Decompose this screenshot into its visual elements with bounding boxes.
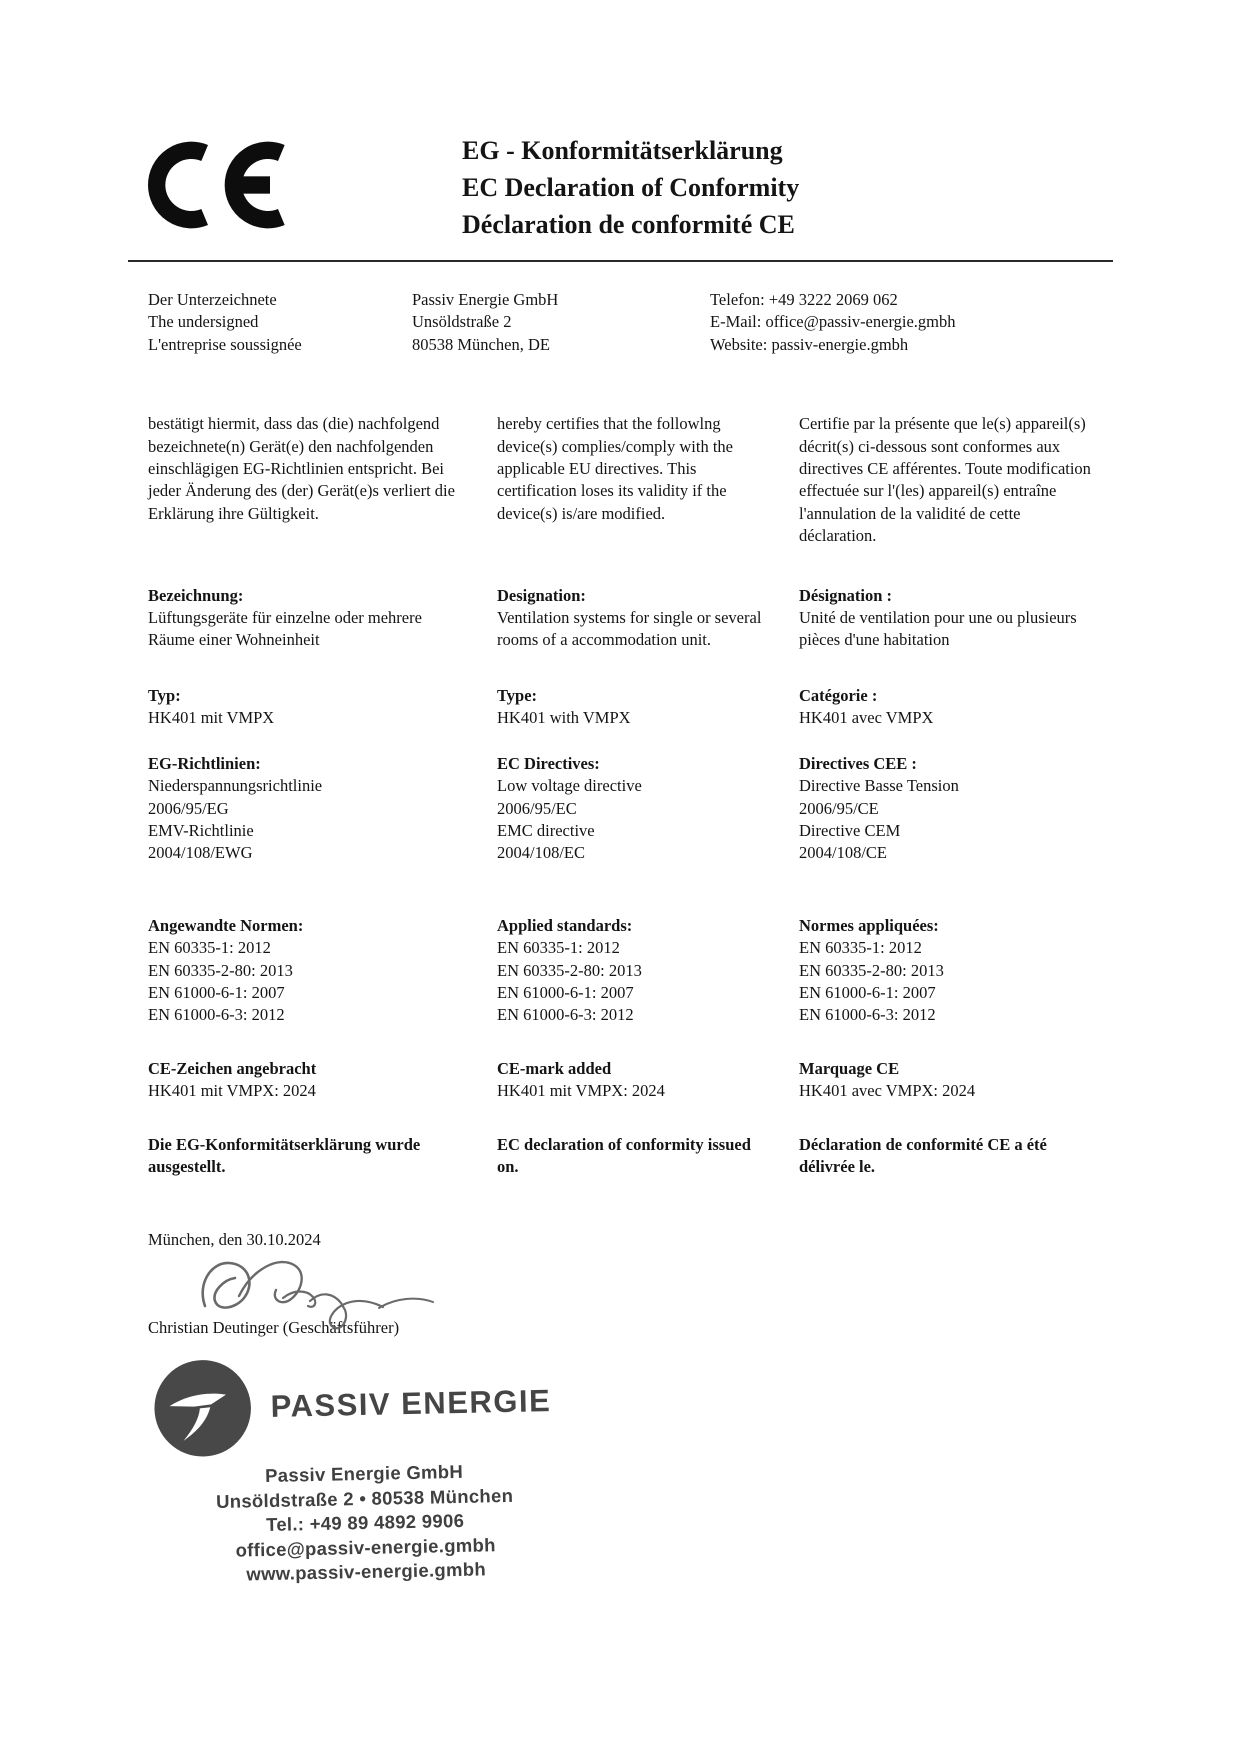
ce-mark-value-fr: HK401 avec VMPX: 2024	[799, 1081, 976, 1101]
standards-section	[0, 915, 1241, 1027]
ce-mark-added-section	[0, 1058, 1241, 1103]
directives-heading-fr: Directives CEE :	[799, 753, 917, 773]
undersigned-labels	[148, 289, 412, 356]
designation-text-fr: Unité de ventilation pour une ou plusieurs pièces d'une habitation	[799, 608, 1077, 650]
intro-french: Certifie par la présente que le(s) appareil(s) décrit(s) ci-dessous sont conformes aux directives CE afférentes. Toute modification effectuée sur l'(les) appareil(s) entraîne l'annulation de la validité de cette déclaration.	[799, 414, 1091, 546]
ce-mark-french	[799, 1058, 1123, 1103]
directive-line: 2004/108/EC	[497, 843, 586, 863]
standard-line: EN 61000-6-1: 2007	[497, 982, 634, 1002]
signatory-name: Christian Deutinger (Geschäftsführer)	[148, 1317, 400, 1337]
designation-german	[148, 585, 497, 730]
directive-line: Low voltage directive	[497, 776, 642, 796]
company-email: E-Mail: office@passiv-energie.gmbh	[710, 312, 956, 332]
company-street: Unsöldstraße 2	[412, 312, 512, 332]
standard-line: EN 60335-1: 2012	[148, 938, 271, 958]
header	[0, 0, 1241, 243]
stamp-header	[150, 1349, 572, 1462]
ce-mark-german	[148, 1058, 497, 1103]
spacer	[148, 652, 471, 685]
standards-german	[148, 915, 497, 1027]
standard-line: EN 60335-2-80: 2013	[799, 960, 944, 980]
standard-line: EN 60335-2-80: 2013	[148, 960, 293, 980]
document-title	[462, 132, 799, 243]
standard-line: EN 61000-6-3: 2012	[148, 1005, 285, 1025]
company-address	[412, 289, 710, 356]
standards-english	[497, 915, 799, 1027]
title-german: EG - Konformitätserklärung	[462, 136, 783, 165]
type-value-de: HK401 mit VMPX	[148, 708, 275, 728]
issued-french: Déclaration de conformité CE a été délivrée le.	[799, 1134, 1047, 1176]
type-heading-de: Typ:	[148, 685, 181, 705]
directive-line: EMV-Richtlinie	[148, 820, 254, 840]
undersigned-en: The undersigned	[148, 312, 259, 332]
stamp-brand-text: PASSIV ENERGIE	[270, 1383, 552, 1424]
designation-type-section	[0, 585, 1241, 730]
stamp-address	[184, 1458, 546, 1588]
directives-section	[0, 753, 1241, 865]
ce-mark-value-de: HK401 mit VMPX: 2024	[148, 1081, 316, 1101]
standard-line: EN 61000-6-1: 2007	[799, 982, 936, 1002]
directives-french	[799, 753, 1123, 865]
company-stamp	[150, 1349, 575, 1589]
ce-mark-heading-fr: Marquage CE	[799, 1058, 900, 1078]
company-website: Website: passiv-energie.gmbh	[710, 334, 909, 354]
title-french: Déclaration de conformité CE	[462, 210, 795, 239]
standard-line: EN 60335-2-80: 2013	[497, 960, 642, 980]
directives-heading-de: EG-Richtlinien:	[148, 753, 261, 773]
standards-french	[799, 915, 1123, 1027]
ce-mark-logo-icon	[140, 132, 290, 238]
signature-scribble	[195, 1250, 440, 1338]
issued-section	[0, 1134, 1241, 1179]
company-block	[0, 262, 1241, 356]
spacer	[497, 652, 773, 685]
ce-mark-english	[497, 1058, 799, 1103]
directive-line: 2006/95/EC	[497, 798, 577, 818]
standard-line: EN 60335-1: 2012	[497, 938, 620, 958]
stamp-company-name: Passiv Energie GmbH	[264, 1461, 464, 1487]
stamp-logo-icon	[150, 1355, 256, 1461]
stamp-street: Unsöldstraße 2 • 80538 München	[215, 1484, 514, 1512]
intro-german: bestätigt hiermit, dass das (die) nachfolgend bezeichnete(n) Gerät(e) den nachfolgenden einschlägigen EG-Richtlinien entspricht. Bei jeder Änderung des (der) Gerät(e)s verliert die Erklärung ihre Gültigkeit.	[148, 414, 455, 523]
type-heading-fr: Catégorie :	[799, 685, 878, 705]
designation-text-en: Ventilation systems for single or several rooms of a accommodation unit.	[497, 608, 762, 650]
directives-english	[497, 753, 799, 865]
company-phone: Telefon: +49 3222 2069 062	[710, 290, 898, 309]
designation-heading-de: Bezeichnung:	[148, 585, 244, 605]
ce-mark-heading-en: CE-mark added	[497, 1058, 612, 1078]
directives-heading-en: EC Directives:	[497, 753, 600, 773]
undersigned-fr: L'entreprise soussignée	[148, 334, 302, 354]
directive-line: 2004/108/EWG	[148, 843, 253, 863]
company-name: Passiv Energie GmbH	[412, 290, 559, 309]
standard-line: EN 61000-6-3: 2012	[497, 1005, 634, 1025]
standards-heading-de: Angewandte Normen:	[148, 915, 304, 935]
intro-section	[0, 413, 1241, 547]
directive-line: 2004/108/CE	[799, 843, 888, 863]
intro-english: hereby certifies that the followlng device(s) complies/comply with the applicable EU directives. This certification loses its validity if the device(s) is/are modified.	[497, 414, 733, 523]
stamp-website: www.passiv-energie.gmbh	[246, 1558, 487, 1585]
directive-line: 2006/95/CE	[799, 798, 879, 818]
type-heading-en: Type:	[497, 685, 538, 705]
company-contact	[710, 289, 1121, 356]
directives-german	[148, 753, 497, 865]
stamp-email: office@passiv-energie.gmbh	[235, 1533, 496, 1561]
designation-english	[497, 585, 799, 730]
standard-line: EN 61000-6-1: 2007	[148, 982, 285, 1002]
standards-heading-en: Applied standards:	[497, 915, 633, 935]
issued-english: EC declaration of conformity issued on.	[497, 1134, 751, 1176]
spacer	[799, 652, 1097, 685]
signature-block	[0, 1178, 1241, 1339]
directive-line: EMC directive	[497, 820, 595, 840]
directive-line: Niederspannungsrichtlinie	[148, 776, 323, 796]
title-english: EC Declaration of Conformity	[462, 173, 800, 202]
directive-line: 2006/95/EG	[148, 798, 229, 818]
type-value-fr: HK401 avec VMPX	[799, 708, 934, 728]
standards-heading-fr: Normes appliquées:	[799, 915, 939, 935]
undersigned-de: Der Unterzeichnete	[148, 290, 277, 309]
ce-mark-value-en: HK401 mit VMPX: 2024	[497, 1081, 665, 1101]
designation-text-de: Lüftungsgeräte für einzelne oder mehrere Räume einer Wohneinheit	[148, 608, 422, 650]
designation-french	[799, 585, 1123, 730]
place-date: München, den 30.10.2024	[148, 1230, 321, 1250]
designation-heading-fr: Désignation :	[799, 585, 893, 605]
issued-german: Die EG-Konformitätserklärung wurde ausgestellt.	[148, 1134, 421, 1176]
ce-mark-heading-de: CE-Zeichen angebracht	[148, 1058, 317, 1078]
stamp-phone: Tel.: +49 89 4892 9906	[265, 1510, 465, 1536]
directive-line: Directive CEM	[799, 820, 901, 840]
standard-line: EN 60335-1: 2012	[799, 938, 922, 958]
directive-line: Directive Basse Tension	[799, 776, 959, 796]
standard-line: EN 61000-6-3: 2012	[799, 1005, 936, 1025]
designation-heading-en: Designation:	[497, 585, 586, 605]
type-value-en: HK401 with VMPX	[497, 708, 631, 728]
company-city: 80538 München, DE	[412, 334, 550, 354]
